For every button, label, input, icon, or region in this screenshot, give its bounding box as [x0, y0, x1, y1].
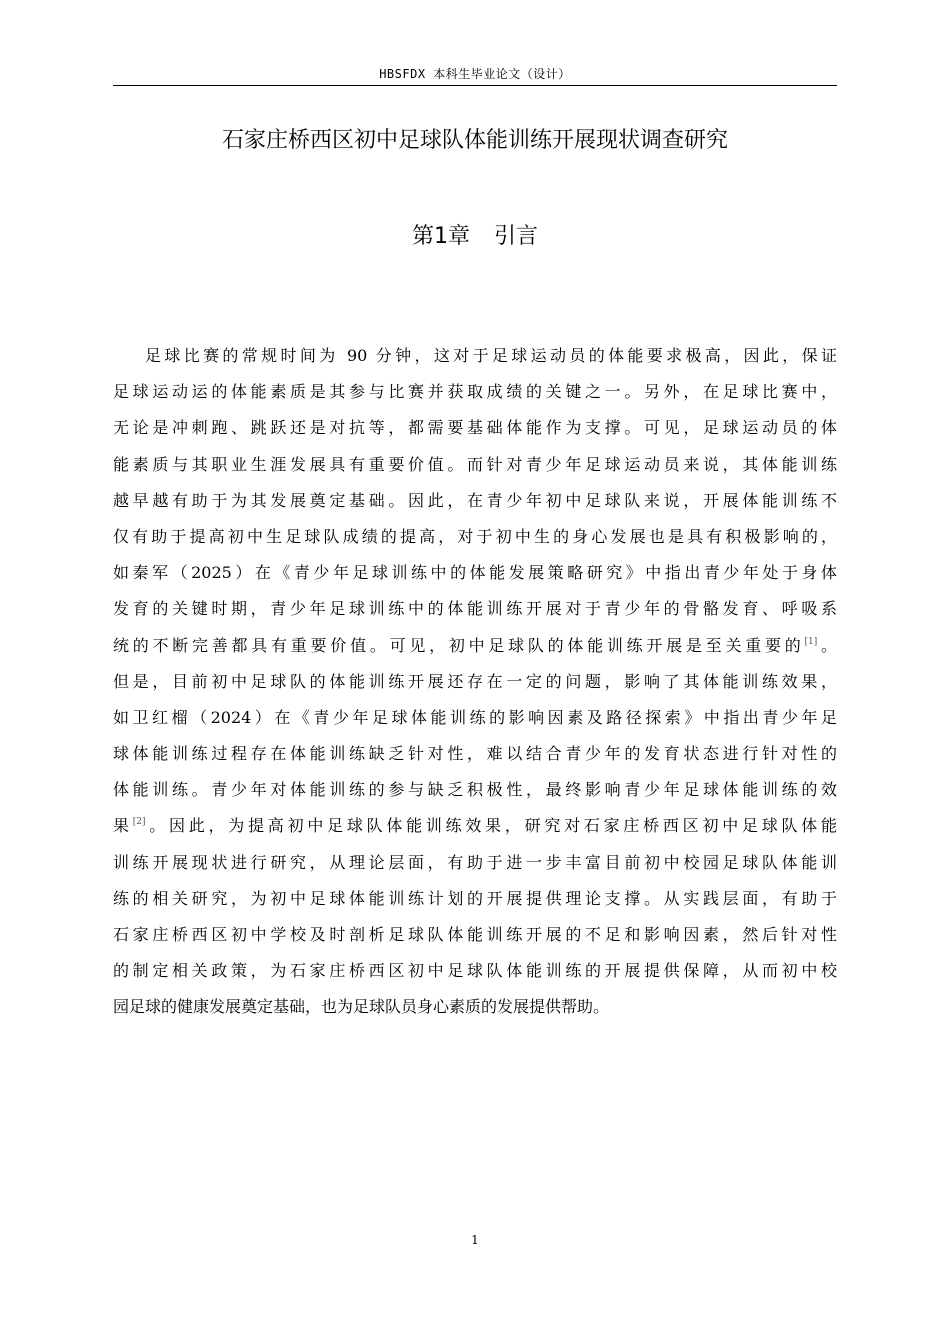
running-header: HBSFDX 本科生毕业论文（设计） [379, 67, 571, 81]
body-line-6: 仅有助于提高初中生足球队成绩的提高，对于初中生的身心发展也是具有积极影响的， [113, 526, 837, 546]
body-line-7: 如秦军（2025）在《青少年足球训练中的体能发展策略研究》中指出青少年处于身体 [113, 563, 837, 583]
citation-1: [1] [804, 636, 818, 647]
body-line-14-text: 。因此，为提高初中足球队体能训练效果，研究对石家庄桥西区初中足球队体能 [145, 816, 837, 836]
body-line-4: 能素质与其职业生涯发展具有重要价值。而针对青少年足球运动员来说，其体能训练 [113, 454, 837, 474]
body-line-17: 石家庄桥西区初中学校及时剖析足球队体能训练开展的不足和影响因素，然后针对性 [113, 925, 837, 944]
body-line-14 [113, 808, 837, 844]
body-line-14-head: 果 [113, 816, 133, 836]
chapter-name: 引言 [493, 224, 538, 249]
chapter-number: 第1章 [411, 224, 470, 249]
header-rule [113, 85, 837, 86]
body-line-10: 但是，目前初中足球队的体能训练开展还存在一定的问题，影响了其体能训练效果， [113, 671, 837, 691]
body-line-5: 越早越有助于为其发展奠定基础。因此，在青少年初中足球队来说，开展体能训练不 [113, 490, 837, 510]
body-line-18: 的制定相关政策，为石家庄桥西区初中足球队体能训练的开展提供保障，从而初中校 [113, 961, 837, 981]
page-number: 1 [471, 1233, 479, 1247]
body-line-15: 训练开展现状进行研究，从理论层面，有助于进一步丰富目前初中校园足球队体能训 [113, 852, 837, 872]
body-line-13: 体能训练。青少年对体能训练的参与缺乏积极性，最终影响青少年足球体能训练的效 [113, 780, 837, 800]
body-line-9-text: 统的不断完善都具有重要价值。可见，初中足球队的体能训练开展是至关重要的 [113, 635, 805, 655]
body-line-8: 发育的关键时期，青少年足球训练中的体能训练开展对于青少年的骨骼发育、呼吸系 [113, 599, 837, 619]
body-line-9-tail: 。 [817, 635, 837, 655]
body-line-9 [113, 628, 837, 664]
citation-2: [2] [132, 817, 146, 828]
body-line-1: 足球比赛的常规时间为 90 分钟，这对于足球运动员的体能要求极高，因此，保证 [145, 346, 837, 365]
body-line-12: 球体能训练过程存在体能训练缺乏针对性，难以结合青少年的发育状态进行针对性的 [113, 744, 837, 764]
body-line-19: 园足球的健康发展奠定基础，也为足球队员身心素质的发展提供帮助。 [113, 997, 610, 1017]
body-line-16: 练的相关研究，为初中足球体能训练计划的开展提供理论支撑。从实践层面，有助于 [113, 888, 837, 908]
body-line-11: 如卫红榴（2024）在《青少年足球体能训练的影响因素及路径探索》中指出青少年足 [113, 707, 837, 727]
body-line-2: 足球运动运的体能素质是其参与比赛并获取成绩的关键之一。另外，在足球比赛中， [113, 382, 837, 402]
body-line-3: 无论是冲刺跑、跳跃还是对抗等，都需要基础体能作为支撑。可见，足球运动员的体 [113, 418, 837, 438]
chapter-heading [113, 222, 837, 252]
body-paragraph [113, 338, 837, 1026]
thesis-title: 石家庄桥西区初中足球队体能训练开展现状调查研究 [221, 128, 728, 153]
